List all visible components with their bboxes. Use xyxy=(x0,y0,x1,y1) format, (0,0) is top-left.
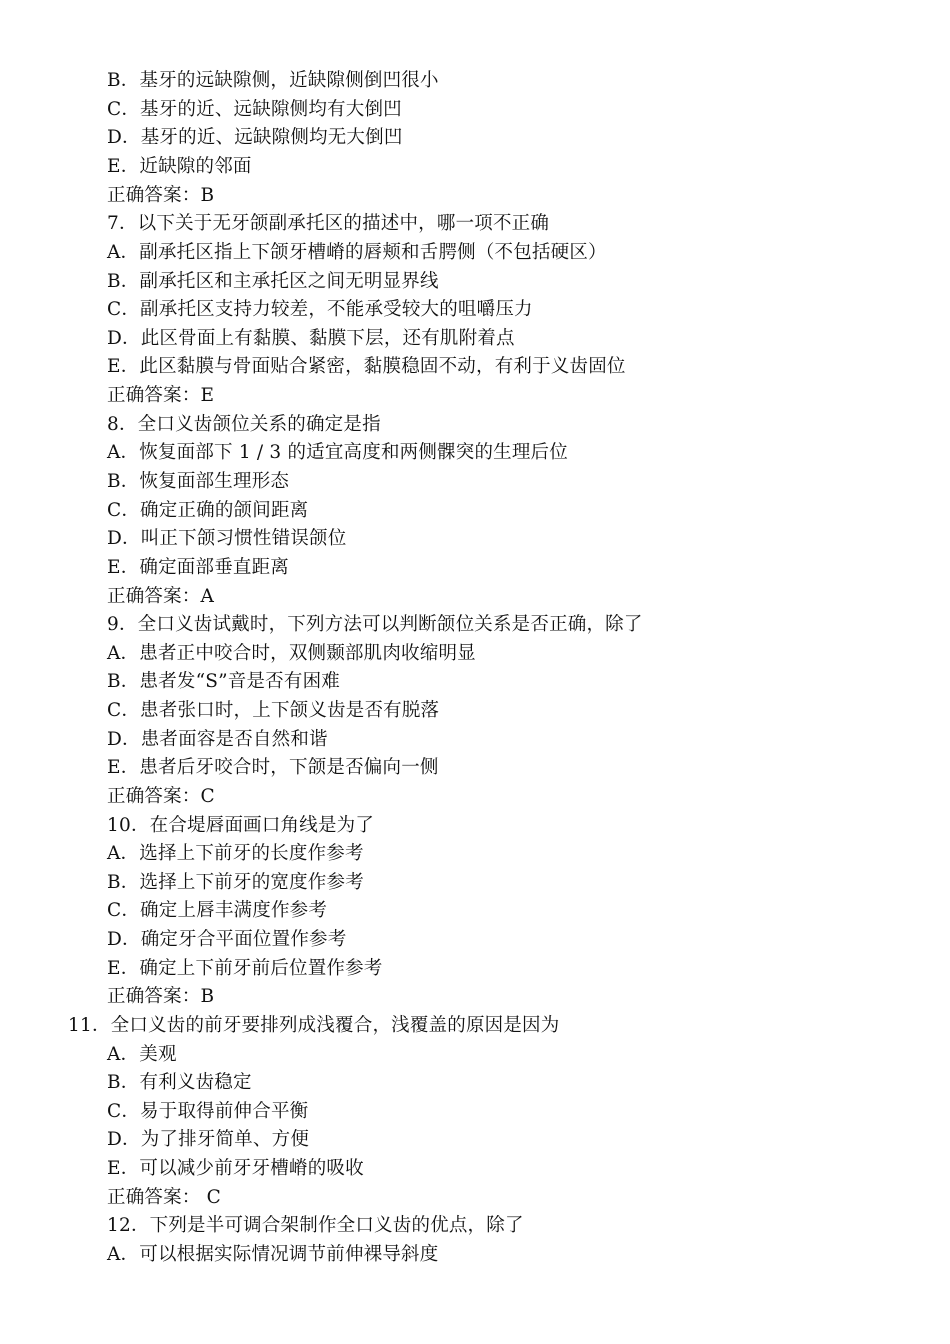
option-c-q7: C．副承托区支持力较差，不能承受较大的咀嚼压力 xyxy=(107,299,533,320)
option-a-q11: A．美观 xyxy=(107,1044,177,1065)
option-e-q10: E．确定上下前牙前后位置作参考 xyxy=(107,958,383,979)
question-11: 11．全口义齿的前牙要排列成浅覆合，浅覆盖的原因是因为 xyxy=(68,1015,560,1036)
option-d-q11: D．为了排牙简单、方便 xyxy=(107,1129,310,1150)
option-e-q9: E．患者后牙咬合时，下颌是否偏向一侧 xyxy=(107,757,439,778)
answer-q10: 正确答案：B xyxy=(107,986,215,1007)
option-a-q10: A．选择上下前牙的长度作参考 xyxy=(107,843,364,864)
question-7: 7．以下关于无牙颌副承托区的描述中，哪一项不正确 xyxy=(107,213,550,234)
option-c-q6: C．基牙的近、远缺隙侧均有大倒凹 xyxy=(107,99,402,120)
option-e-q6: E．近缺隙的邻面 xyxy=(107,156,252,177)
option-c-q11: C．易于取得前伸合平衡 xyxy=(107,1101,309,1122)
answer-q9: 正确答案：C xyxy=(107,786,215,807)
option-c-q10: C．确定上唇丰满度作参考 xyxy=(107,900,328,921)
option-e-q11: E．可以减少前牙牙槽嵴的吸收 xyxy=(107,1158,364,1179)
answer-q6: 正确答案：B xyxy=(107,185,215,206)
answer-q7: 正确答案：E xyxy=(107,385,215,406)
question-12: 12．下列是半可调合架制作全口义齿的优点，除了 xyxy=(107,1215,524,1236)
option-d-q7: D．此区骨面上有黏膜、黏膜下层，还有肌附着点 xyxy=(107,328,515,349)
option-b-q8: B．恢复面部生理形态 xyxy=(107,471,290,492)
question-10: 10．在合堤唇面画口角线是为了 xyxy=(107,815,375,836)
option-b-q6: B．基牙的远缺隙侧，近缺隙侧倒凹很小 xyxy=(107,70,439,91)
question-8: 8．全口义齿颌位关系的确定是指 xyxy=(107,414,381,435)
option-a-q7: A．副承托区指上下颌牙槽嵴的唇颊和舌腭侧（不包括硬区） xyxy=(107,242,607,263)
option-d-q8: D．叫正下颌习惯性错误颌位 xyxy=(107,528,347,549)
answer-q8: 正确答案：A xyxy=(107,586,215,607)
option-e-q7: E．此区黏膜与骨面贴合紧密，黏膜稳固不动，有利于义齿固位 xyxy=(107,356,626,377)
option-e-q8: E．确定面部垂直距离 xyxy=(107,557,290,578)
answer-q11: 正确答案： C xyxy=(107,1187,221,1208)
option-c-q9: C．患者张口时，上下颌义齿是否有脱落 xyxy=(107,700,440,721)
option-a-q9: A．患者正中咬合时，双侧颞部肌肉收缩明显 xyxy=(107,643,476,664)
option-b-q7: B．副承托区和主承托区之间无明显界线 xyxy=(107,271,439,292)
option-b-q11: B．有利义齿稳定 xyxy=(107,1072,252,1093)
option-c-q8: C．确定正确的颌间距离 xyxy=(107,500,309,521)
option-d-q9: D．患者面容是否自然和谐 xyxy=(107,729,328,750)
option-b-q10: B．选择上下前牙的宽度作参考 xyxy=(107,872,364,893)
option-a-q8: A．恢复面部下 1 / 3 的适宜高度和两侧髁突的生理后位 xyxy=(107,442,568,463)
question-9: 9．全口义齿试戴时，下列方法可以判断颌位关系是否正确，除了 xyxy=(107,614,643,635)
option-d-q6: D．基牙的近、远缺隙侧均无大倒凹 xyxy=(107,127,403,148)
option-b-q9: B．患者发“S”音是否有困难 xyxy=(107,671,340,692)
option-d-q10: D．确定牙合平面位置作参考 xyxy=(107,929,347,950)
option-a-q12: A．可以根据实际情况调节前伸裸导斜度 xyxy=(107,1244,439,1265)
